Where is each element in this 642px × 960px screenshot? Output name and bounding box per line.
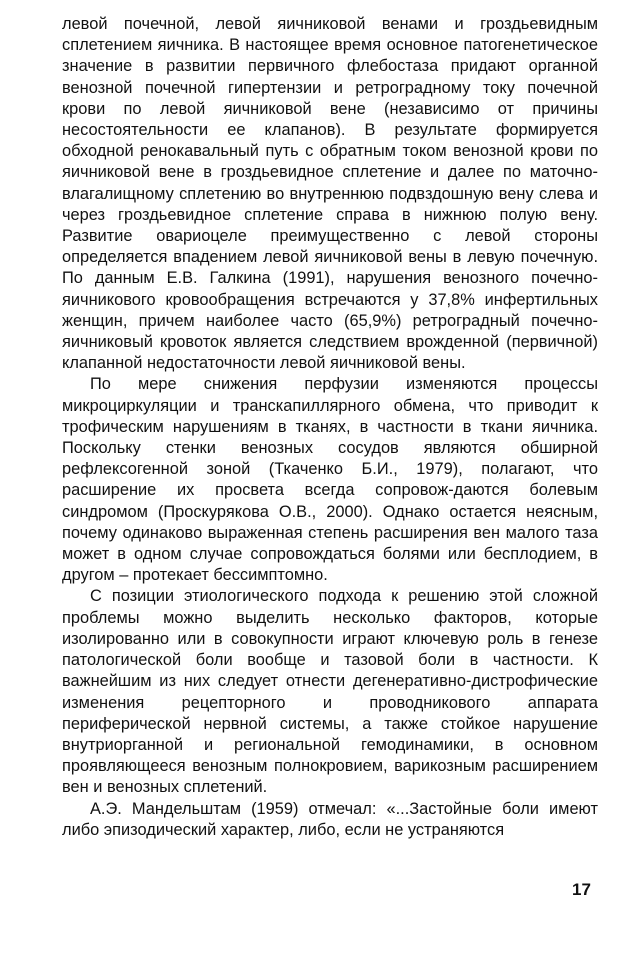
- paragraph-1: левой почечной, левой яичниковой венами и гроздьевидным сплетением яичника. В настоящее время основное патогенетическое значение в развитии первичного флебостаза придают органной венозной почечной гипертензии и ретроградному току почечной крови по левой яичниковой вене (независимо от причины несостоятельности ее клапанов). В результате формируется обходной ренокавальный путь с обратным током венозной крови по яичниковой вене в гроздьевидное сплетение и далее по маточно-влагалищному сплетению во внутреннюю подвздошную вену слева и через гроздьевидное сплетение справа в нижнюю полую вену. Развитие овариоцеле преимущественно с левой стороны определяется впадением левой яичниковой вены в левую почечную. По данным Е.В. Галкина (1991), нарушения венозного почечно-яичникового кровообращения встречаются у 37,8% инфертильных женщин, причем наиболее часто (65,9%) ретроградный почечно-яичниковый кровоток является следствием врожденной (первичной) клапанной недостаточности левой яичниковой вены.: [62, 15, 598, 373]
- body-text: [62, 14, 598, 841]
- paragraph-3: С позиции этиологического подхода к решению этой сложной проблемы можно выделить несколько факторов, которые изолированно или в совокупности играют ключевую роль в генезе патологической боли вообще и тазовой боли в частности. К важнейшим из них следует отнести дегенеративно-дистрофические изменения рецепторного и проводникового аппарата периферической нервной системы, а также стойкое нарушение внутриорганной и региональной гемодинамики, в основном проявляющееся венозным полнокровием, варикозным расширением вен и венозных сплетений.: [62, 587, 598, 797]
- paragraph-2: По мере снижения перфузии изменяются процессы микроциркуляции и транскапиллярного обмена, что приводит к трофическим нарушениям в тканях, в частности в ткани яичника. Поскольку стенки венозных сосудов являются обширной рефлексогенной зоной (Ткаченко Б.И., 1979), полагают, что расширение их просвета всегда сопровож-даются болевым синдромом (Проскурякова О.В., 2000). Однако остается неясным, почему одинаково выраженная степень расширения вен малого таза может в одном случае сопровождаться болями или бесплодием, в другом – протекает бессимптомно.: [62, 375, 598, 585]
- page-number: 17: [572, 880, 591, 899]
- paragraph-4: А.Э. Мандельштам (1959) отмечал: «...Застойные боли имеют либо эпизодический характер, либо, если не устраняются: [62, 799, 598, 839]
